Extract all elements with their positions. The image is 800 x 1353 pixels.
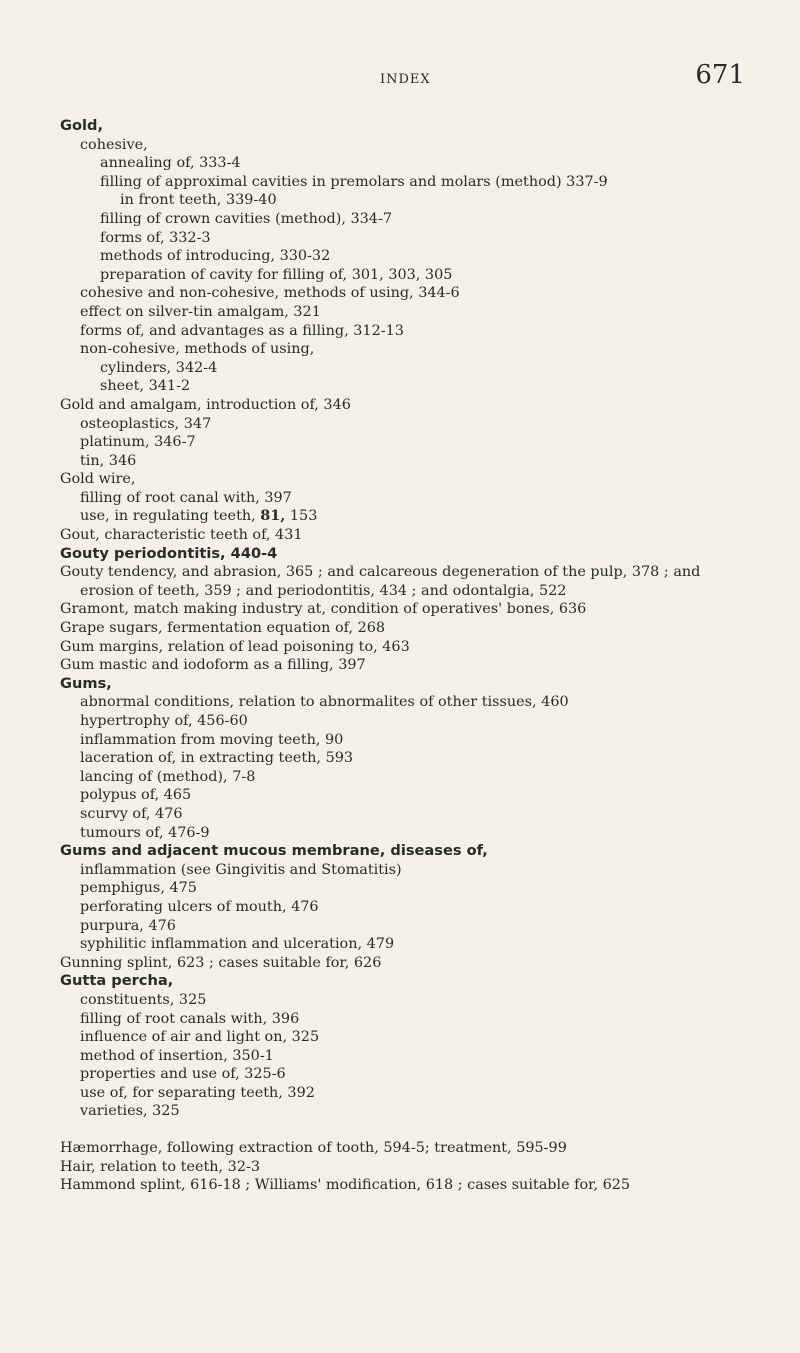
index-entry: use of, for separating teeth, 392 [80,1084,315,1101]
index-entry: constituents, 325 [80,991,207,1008]
index-entry: properties and use of, 325-6 [80,1066,286,1083]
index-entry: Gouty periodontitis, 440-4 [60,544,278,562]
index-entry: laceration of, in extracting teeth, 593 [80,750,354,767]
index-entry: Gunning splint, 623 ; cases suitable for, 626 [60,954,382,971]
index-entry: cohesive and non-cohesive, methods of using, 344-6 [80,285,460,302]
index-entry: forms of, and advantages as a filling, 312-13 [80,322,404,339]
page-header [0,60,745,100]
index-entry: filling of approximal cavities in premolars and molars (method) 337-9 [100,173,608,190]
index-entry: cylinders, 342-4 [100,359,218,376]
index-entry: Gutta percha, [60,972,174,990]
index-entry: inflammation from moving teeth, 90 [80,731,344,748]
index-list [60,117,750,1195]
index-entry: Gold wire, [60,471,136,488]
index-entry: polypus of, 465 [80,787,192,804]
index-entry: Gold, [60,117,103,134]
index-entry: Hair, relation to teeth, 32-3 [60,1158,261,1175]
running-head: INDEX [380,72,431,87]
index-entry: methods of introducing, 330-32 [100,248,331,265]
index-entry: filling of root canals with, 396 [80,1010,300,1027]
index-entry: purpura, 476 [80,917,176,934]
index-entry: Gum margins, relation of lead poisoning to, 463 [60,638,410,655]
index-entry: inflammation (see Gingivitis and Stomatitis) [80,861,402,878]
index-entry: Gout, characteristic teeth of, 431 [60,527,303,544]
index-entry: Gums, [60,674,112,692]
index-entry: abnormal conditions, relation to abnormalites of other tissues, 460 [80,694,569,711]
index-entry: lancing of (method), 7-8 [80,768,256,785]
index-entry: sheet, 341-2 [100,378,191,395]
index-entry: perforating ulcers of mouth, 476 [80,898,319,915]
entry-bold-reference: 81, [260,507,286,525]
index-entry: Hæmorrhage, following extraction of tooth, 594-5; treatment, 595-99 [60,1140,567,1157]
index-entry: cohesive, [80,136,148,153]
index-entry: influence of air and light on, 325 [80,1029,320,1046]
index-entry: forms of, 332-3 [100,229,211,246]
entry-text: 153 [285,508,318,525]
index-entry: Gum mastic and iodoform as a filling, 397 [60,657,366,674]
index-entry: osteoplastics, 347 [80,415,212,432]
index-entry: platinum, 346-7 [80,434,196,451]
index-entry: tin, 346 [80,452,137,469]
index-entry: hypertrophy of, 456-60 [80,713,248,729]
index-entry: pemphigus, 475 [80,880,197,897]
index-entry: Gums and adjacent mucous membrane, diseases of, [60,842,488,860]
index-entry: Gold and amalgam, introduction of, 346 [60,396,351,413]
index-entry: non-cohesive, methods of using, [80,341,315,358]
index-entry: annealing of, 333-4 [100,155,241,172]
index-entry: Gramont, match making industry at, condition of operatives' bones, 636 [60,601,587,618]
index-entry: Hammond splint, 616-18 ; Williams' modification, 618 ; cases suitable for, 625 [60,1177,631,1194]
index-entry: varieties, 325 [80,1103,180,1120]
index-entry: method of insertion, 350-1 [80,1047,274,1064]
index-entry [60,507,750,526]
index-entry: preparation of cavity for filling of, 301, 303, 305 [100,266,453,283]
page-number: 671 [695,60,745,90]
index-entry: effect on silver-tin amalgam, 321 [80,303,321,320]
entry-text: use, in regulating teeth, [80,508,261,525]
index-entry: syphilitic inflammation and ulceration, 479 [80,936,395,953]
index-entry: tumours of, 476-9 [80,824,210,841]
index-entry: Gouty tendency, and abrasion, 365 ; and calcareous degeneration of the pulp, 378 ; and erosion of teeth, 359 ; and periodontitis, 434 ; and odontalgia, 522 [60,564,701,599]
index-entry: filling of root canal with, 397 [80,489,292,506]
index-entry: Grape sugars, fermentation equation of, 268 [60,620,386,637]
index-entry: in front teeth, 339-40 [120,192,277,209]
index-entry: filling of crown cavities (method), 334-7 [100,210,392,227]
index-entry: scurvy of, 476 [80,805,183,822]
